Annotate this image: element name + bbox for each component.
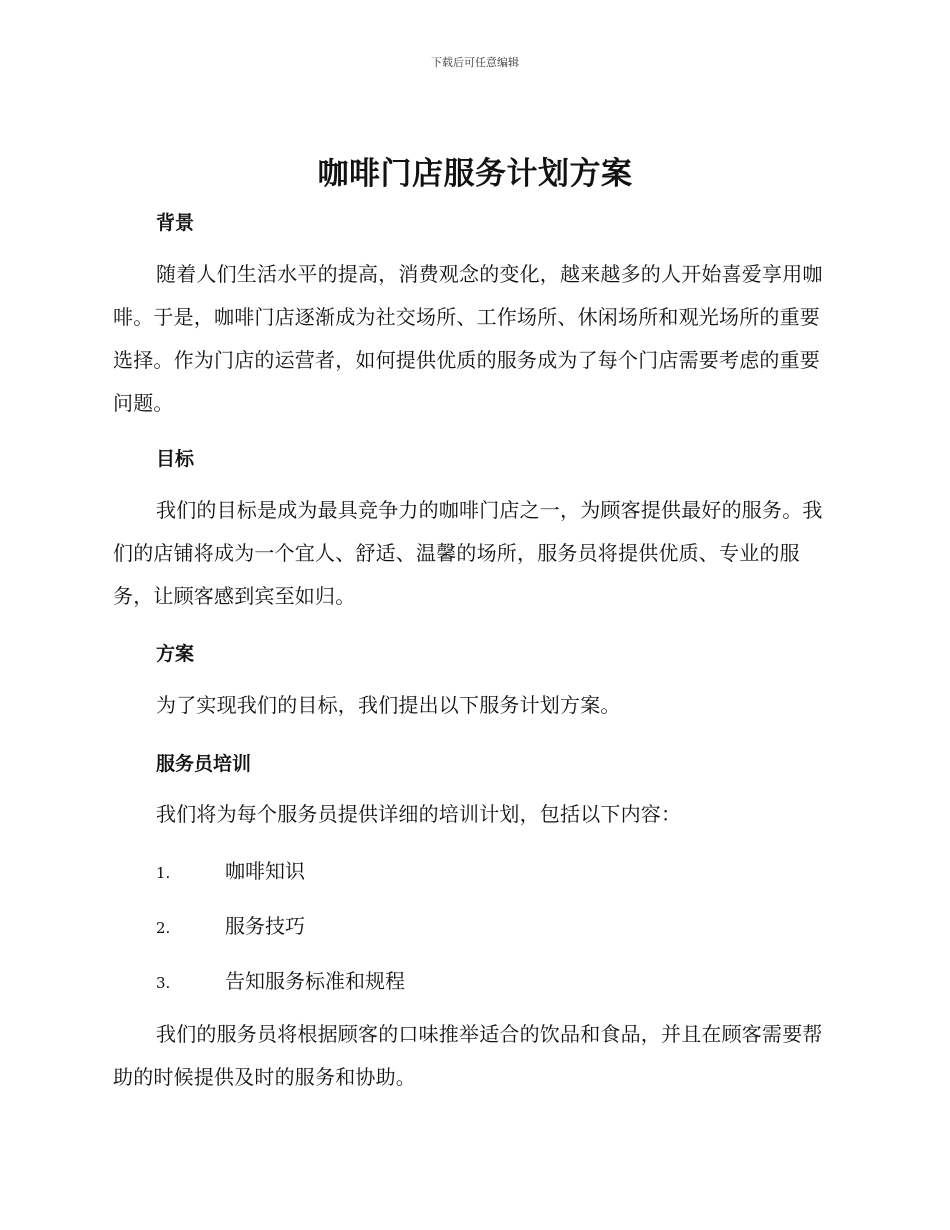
section-heading-plan: 方案: [156, 643, 195, 665]
paragraph-plan: 为了实现我们的目标，我们提出以下服务计划方案。: [156, 693, 621, 717]
page-header-note: 下载后可任意编辑: [431, 56, 519, 69]
list-text: 告知服务标准和规程: [225, 969, 405, 993]
paragraph-training-closing: 我们的服务员将根据顾客的口味推举适合的饮品和食品，并且在顾客需要帮助的时候提供及时的服务和协助。: [113, 1022, 823, 1089]
list-number: 3.: [156, 974, 171, 992]
paragraph-background: 随着人们生活水平的提高，消费观念的变化，越来越多的人开始喜爱享用咖啡。于是，咖啡门店逐渐成为社交场所、工作场所、休闲场所和观光场所的重要选择。作为门店的运营者，如何提供优质的服务成为了每个门店需要考虑的重要问题。: [113, 262, 823, 415]
list-item: [113, 966, 833, 998]
list-number: 2.: [156, 919, 171, 937]
paragraph-training-intro: 我们将为每个服务员提供详细的培训计划，包括以下内容：: [156, 802, 682, 826]
section-heading-goal: 目标: [156, 448, 195, 470]
section-heading-background: 背景: [156, 212, 195, 234]
list-item: [113, 911, 833, 943]
list-text: 咖啡知识: [225, 859, 305, 883]
document-title: 咖啡门店服务计划方案: [317, 156, 633, 192]
paragraph-goal: 我们的目标是成为最具竞争力的咖啡门店之一，为顾客提供最好的服务。我们的店铺将成为一个宜人、舒适、温馨的场所，服务员将提供优质、专业的服务，让顾客感到宾至如归。: [113, 498, 823, 608]
list-number: 1.: [156, 864, 171, 882]
list-text: 服务技巧: [225, 914, 305, 938]
section-heading-training: 服务员培训: [156, 753, 252, 775]
list-item: [113, 856, 833, 888]
